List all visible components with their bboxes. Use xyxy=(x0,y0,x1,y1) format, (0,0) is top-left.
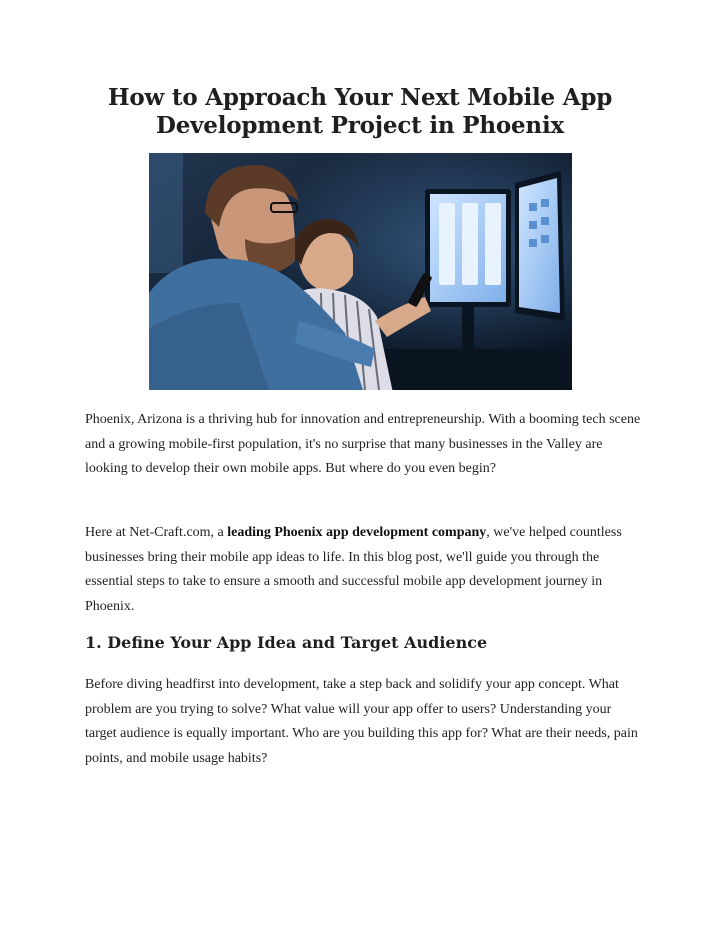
section-heading: 1. Define Your App Idea and Target Audience xyxy=(85,633,488,652)
intro-paragraph: Phoenix, Arizona is a thriving hub for innovation and entrepreneurship. With a booming tech scene and a growing mobile-first population, it's no surprise that many businesses in the Valley are looking to develop their own mobile apps. But where do you even begin? xyxy=(85,412,641,476)
hero-image xyxy=(149,153,572,390)
company-paragraph-text-start: Here at Net-Craft.com, a xyxy=(85,525,228,540)
page-title: How to Approach Your Next Mobile App Development Project in Phoenix xyxy=(107,84,613,139)
company-paragraph xyxy=(85,521,645,619)
company-paragraph-text-end: , we've helped countless businesses bring their mobile app ideas to life. In this blog post, we'll guide you through the essential steps to take to ensure a smooth and successful mobile app development journey in Phoenix. xyxy=(85,525,622,614)
section-paragraph: Before diving headfirst into development, take a step back and solidify your app concept. What problem are you trying to solve? What value will your app offer to users? Understanding your target audience is equally important. Who are you building this app for? What are their needs, pain points, and mobile usage habits? xyxy=(85,677,638,766)
company-highlight: leading Phoenix app development company xyxy=(227,525,487,540)
photo-two-people-at-monitors-icon xyxy=(149,153,572,390)
